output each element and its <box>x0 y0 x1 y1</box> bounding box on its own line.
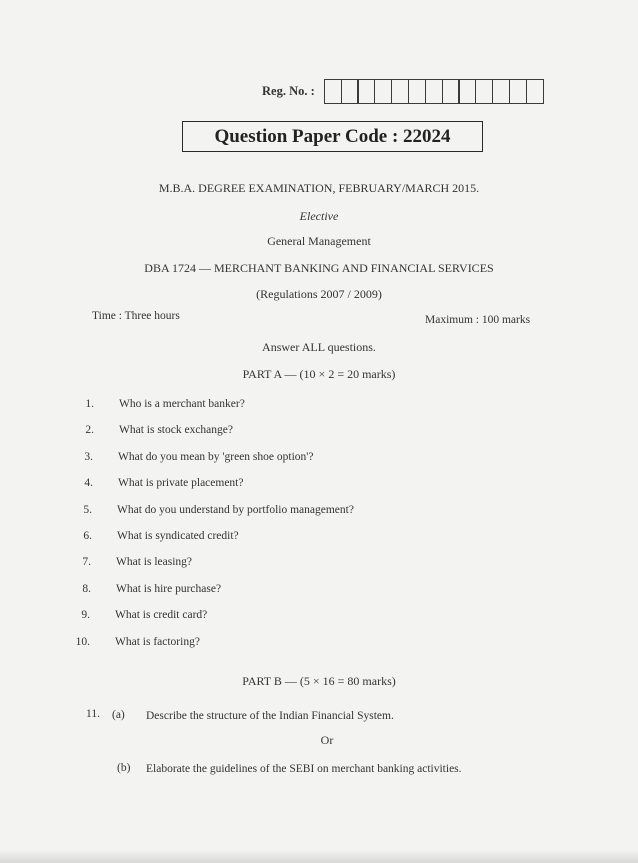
or-label: Or <box>320 733 334 747</box>
question-number: 8. <box>82 582 91 595</box>
q11b-label: (b) <box>117 762 131 774</box>
reg-no-digit-box[interactable] <box>509 79 527 104</box>
question-text: What is leasing? <box>116 556 193 569</box>
reg-no-digit-box[interactable] <box>357 79 375 104</box>
q11a-label: (a) <box>112 709 125 721</box>
q11a-text: Describe the structure of the Indian Financial System. <box>146 710 394 722</box>
reg-no-digit-box[interactable] <box>475 79 493 104</box>
part-a-heading: PART A — (10 × 2 = 20 marks) <box>242 367 396 381</box>
question-number: 7. <box>82 556 91 569</box>
reg-no-digit-box[interactable] <box>492 79 510 104</box>
q11-number: 11. <box>86 708 100 720</box>
exam-stream: General Management <box>267 234 371 248</box>
question-text: What do you understand by portfolio management? <box>117 503 354 516</box>
reg-no-digit-box[interactable] <box>324 79 342 104</box>
question-paper-code: Question Paper Code : 22024 <box>182 121 483 152</box>
question-number: 5. <box>83 503 92 516</box>
instruction: Answer ALL questions. <box>262 340 376 354</box>
question-text: What is syndicated credit? <box>117 530 239 542</box>
question-text: What is hire purchase? <box>116 582 222 595</box>
reg-no-digit-box[interactable] <box>442 79 460 104</box>
question-number: 1. <box>85 398 94 410</box>
reg-no-boxes[interactable] <box>325 79 544 104</box>
time-label: Time : Three hours <box>92 310 180 322</box>
question-text: What is private placement? <box>118 477 244 490</box>
reg-no-digit-box[interactable] <box>526 79 544 104</box>
question-text: Who is a merchant banker? <box>119 398 245 410</box>
reg-no-digit-box[interactable] <box>391 79 409 104</box>
exam-title: M.B.A. DEGREE EXAMINATION, FEBRUARY/MARCH 2015. <box>158 181 480 195</box>
reg-no-digit-box[interactable] <box>408 79 426 104</box>
q11b-text: Elaborate the guidelines of the SEBI on merchant banking activities. <box>146 763 462 775</box>
exam-category: Elective <box>299 209 339 223</box>
max-marks-label: Maximum : 100 marks <box>425 314 531 326</box>
reg-no-label: Reg. No. : <box>262 84 315 98</box>
question-text: What do you mean by 'green shoe option'? <box>118 450 314 463</box>
question-text: What is factoring? <box>115 635 200 648</box>
reg-no-digit-box[interactable] <box>425 79 443 104</box>
question-number: 6. <box>83 530 92 542</box>
part-b-heading: PART B — (5 × 16 = 80 marks) <box>242 674 396 688</box>
question-text: What is credit card? <box>115 609 208 622</box>
question-text: What is stock exchange? <box>119 424 233 437</box>
question-number: 4. <box>84 477 93 490</box>
reg-no-digit-box[interactable] <box>374 79 392 104</box>
reg-no-digit-box[interactable] <box>458 79 476 104</box>
page-bottom-edge <box>0 850 638 863</box>
question-number: 10. <box>75 635 90 648</box>
question-number: 9. <box>81 609 90 622</box>
exam-regulations: (Regulations 2007 / 2009) <box>256 287 382 301</box>
question-number: 3. <box>84 450 93 463</box>
question-number: 2. <box>85 424 94 437</box>
exam-subject: DBA 1724 — MERCHANT BANKING AND FINANCIAL SERVICES <box>144 261 494 275</box>
reg-no-digit-box[interactable] <box>341 79 359 104</box>
